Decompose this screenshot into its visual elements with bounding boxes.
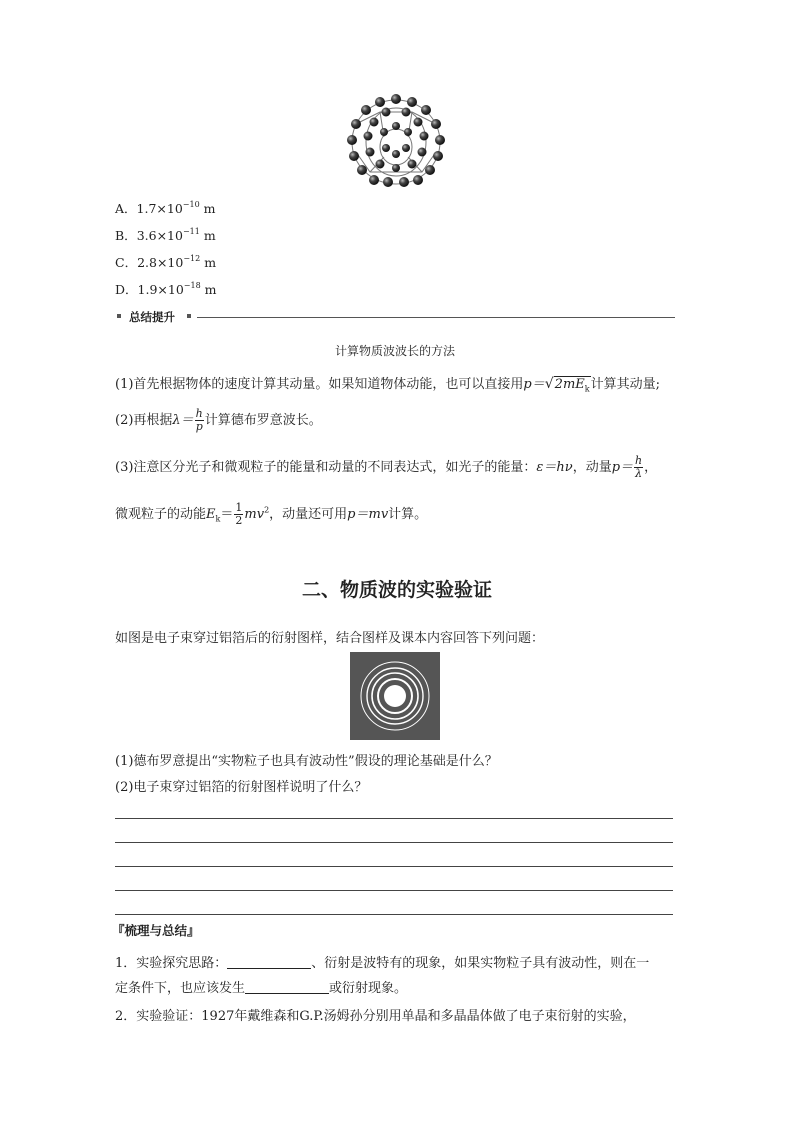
summary-paragraph-3: [115, 455, 657, 480]
option-c: [115, 253, 216, 271]
subscript: k: [584, 384, 590, 394]
formula-p: p＝: [523, 377, 545, 392]
summary-tag-label: 总结提升: [129, 310, 175, 324]
option-mantissa: 2.8×10: [137, 255, 184, 270]
summary-divider: [197, 317, 675, 318]
summary-paragraph-4: [115, 502, 427, 527]
text-run: ，: [644, 460, 658, 475]
fullerene-molecule-image: [340, 92, 452, 192]
denominator: λ: [635, 467, 643, 480]
option-unit: m: [204, 282, 217, 297]
numerator: 1: [235, 501, 243, 514]
formula-epsilon: ε＝hν: [536, 460, 573, 475]
option-mantissa: 3.6×10: [136, 228, 183, 243]
formula-e: E: [206, 507, 216, 522]
answer-line[interactable]: [115, 866, 673, 867]
option-letter: D．: [115, 282, 138, 297]
summary-paragraph-1: (1)首先根据物体的速度计算其动量。如果知道物体动能，也可以直接用$p=√2mE_k$计算其动量;: [115, 376, 661, 394]
text-run: 或衍射现象。: [329, 981, 408, 996]
section-title: 二、物质波的实验验证: [301, 579, 492, 601]
summary-heading: 计算物质波波长的方法: [334, 344, 455, 358]
square-bullet-icon: [117, 314, 121, 318]
answer-line[interactable]: [115, 842, 673, 843]
option-letter: A．: [115, 201, 137, 216]
text-run: 计算德布罗意波长。: [204, 413, 322, 428]
formula-p: p＝: [611, 460, 634, 475]
text-run: 微观粒子的动能: [115, 507, 207, 522]
fraction: [634, 455, 643, 480]
text-run: 计算其动量;: [590, 377, 661, 392]
question-2: (2)电子束穿过铝箔的衍射图样说明了什么？: [115, 780, 368, 795]
text-run: 、衍射是波特有的现象，如果实物粒子具有波动性，则在一: [311, 956, 650, 971]
text-run: 1．实验探究思路：: [115, 956, 228, 971]
text-run: 计算。: [388, 507, 428, 522]
review-item-1: [115, 952, 649, 971]
subscript: k: [215, 514, 221, 524]
text-run: (3)注意区分光子和微观粒子的能量和动量的不同表达式，如光子的能量：: [115, 460, 537, 475]
option-mantissa: 1.9×10: [137, 282, 184, 297]
superscript: 2: [264, 505, 270, 515]
review-item-2: 2．实验验证：1927年戴维森和G.P.汤姆孙分别用单晶和多晶晶体做了电子束衍射的实验，: [115, 1009, 636, 1024]
numerator: h: [635, 454, 643, 467]
text-run: ，动量: [572, 460, 612, 475]
option-mantissa: 1.7×10: [136, 201, 183, 216]
radicand: 2mE: [554, 377, 585, 392]
sqrt-radicand: [554, 376, 591, 392]
option-exponent: −11: [182, 227, 200, 236]
diffraction-pattern-image: [350, 652, 440, 740]
fraction: [234, 502, 243, 527]
option-letter: B．: [115, 228, 137, 243]
option-exponent: −12: [183, 254, 201, 263]
option-d: [115, 280, 217, 298]
question-1: (1)德布罗意提出“实物粒子也具有波动性”假设的理论基础是什么？: [115, 754, 498, 769]
formula-p: p＝mv: [347, 507, 389, 522]
text-run: ＝: [220, 507, 234, 522]
review-item-1-cont: [115, 977, 407, 996]
square-bullet-icon: [187, 314, 191, 318]
fill-blank[interactable]: [227, 968, 311, 969]
text-run: ，动量还可用: [269, 507, 348, 522]
option-exponent: −18: [183, 281, 201, 290]
answer-line[interactable]: [115, 818, 673, 819]
answer-line[interactable]: [115, 914, 673, 915]
numerator: h: [195, 407, 203, 420]
denominator: 2: [235, 514, 243, 527]
option-unit: m: [203, 201, 216, 216]
review-heading: 『梳理与总结』: [112, 923, 200, 938]
option-letter: C．: [115, 255, 138, 270]
text-run: (2)再根据: [115, 413, 173, 428]
formula-lambda: λ＝: [172, 413, 194, 428]
text-run: (1)首先根据物体的速度计算其动量。如果知道物体动能，也可以直接用: [115, 377, 524, 392]
option-unit: m: [203, 228, 216, 243]
option-b: [115, 226, 216, 244]
formula-mv: mv: [244, 507, 265, 522]
fill-blank[interactable]: [245, 993, 329, 994]
option-unit: m: [204, 255, 217, 270]
answer-line[interactable]: [115, 890, 673, 891]
fraction: [195, 408, 204, 433]
summary-tag-line: [115, 309, 675, 325]
text-run: 定条件下，也应该发生: [115, 981, 246, 996]
option-exponent: −10: [182, 200, 200, 209]
summary-paragraph-2: [115, 408, 322, 433]
section-intro: 如图是电子束穿过铝箔后的衍射图样，结合图样及课本内容回答下列问题：: [115, 631, 545, 646]
option-a: [115, 199, 216, 217]
denominator: p: [195, 420, 203, 433]
